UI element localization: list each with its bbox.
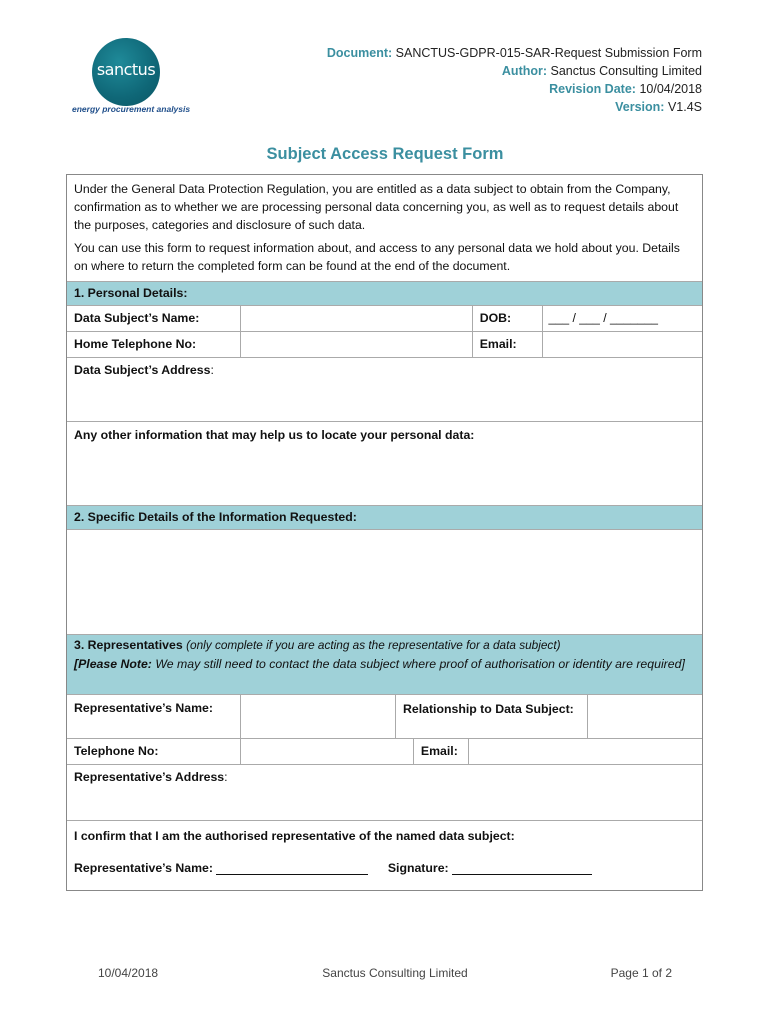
page-title: Subject Access Request Form xyxy=(266,145,504,163)
please-note-text: We may still need to contact the data subject where proof of authorisation or identity are required] xyxy=(155,657,685,671)
subject-address-label: Data Subject’s Address xyxy=(74,363,211,377)
meta-document xyxy=(327,44,702,62)
section3-heading: 3. Representatives xyxy=(74,638,183,652)
section1-heading: 1. Personal Details: xyxy=(74,286,188,300)
footer-page-number: Page 1 of 2 xyxy=(610,966,672,980)
confirm-fields xyxy=(74,860,695,875)
rep-address-label: Representative’s Address xyxy=(74,770,225,784)
section3-header xyxy=(67,634,702,694)
dob-label: DOB: xyxy=(472,306,542,331)
section1-header xyxy=(67,281,702,305)
signature-line[interactable] xyxy=(452,860,592,875)
confirm-text: I confirm that I am the authorised representative of the named data subject: xyxy=(74,829,515,843)
subject-address-colon: : xyxy=(210,363,214,377)
rep-name-row xyxy=(67,694,702,738)
meta-version-label: Version: xyxy=(615,100,665,114)
subject-address-field[interactable] xyxy=(67,358,702,421)
subject-name-input[interactable] xyxy=(240,306,471,331)
signature-label: Signature: xyxy=(387,861,449,875)
subject-address-row[interactable] xyxy=(67,357,702,421)
confirm-block xyxy=(67,821,702,890)
confirm-name-label: Representative’s Name: xyxy=(74,861,213,875)
meta-author-value: Sanctus Consulting Limited xyxy=(550,64,702,78)
rep-address-field[interactable] xyxy=(67,765,702,820)
logo-tagline: energy procurement analysis xyxy=(72,104,191,114)
subject-email-label: Email: xyxy=(472,332,542,357)
rep-email-input[interactable] xyxy=(468,739,702,764)
rep-address-row[interactable] xyxy=(67,764,702,820)
subject-email-input[interactable] xyxy=(542,332,703,357)
information-requested-input[interactable] xyxy=(67,529,702,634)
document-meta xyxy=(327,44,702,116)
intro-text xyxy=(67,175,702,281)
meta-revision-label: Revision Date: xyxy=(549,82,636,96)
meta-version-value: V1.4S xyxy=(667,100,702,114)
intro-paragraph-2: You can use this form to request information about, and access to any personal data we hold about you. Details on where to return the completed form can be found at the end of the document. xyxy=(74,241,680,273)
subject-name-row xyxy=(67,305,702,331)
confirm-row xyxy=(67,820,702,890)
sar-form xyxy=(66,174,703,891)
meta-author xyxy=(327,62,702,80)
intro-paragraph-1: Under the General Data Protection Regulation, you are entitled as a data subject to obtain from the Company, confirmation as to whether we are processing personal data concerning you, as well as to request details about the purposes, categories and disclosure of such data. xyxy=(74,182,679,232)
other-info-label[interactable]: Any other information that may help us to locate your personal data: xyxy=(74,428,475,442)
footer-company: Sanctus Consulting Limited xyxy=(322,966,468,980)
meta-revision xyxy=(327,80,702,98)
section2-header xyxy=(67,505,702,529)
dob-input[interactable]: ___ / ___ / _______ xyxy=(542,306,703,331)
rep-phone-label: Telephone No: xyxy=(74,744,159,758)
subject-phone-input[interactable] xyxy=(240,332,471,357)
section3-heading-block xyxy=(67,635,702,694)
section2-heading: 2. Specific Details of the Information Requested: xyxy=(74,510,357,524)
rep-email-label: Email: xyxy=(413,739,468,764)
please-note-label: [Please Note: xyxy=(74,657,152,671)
rep-phone-input[interactable] xyxy=(240,739,412,764)
subject-name-label: Data Subject’s Name: xyxy=(74,311,200,325)
section3-heading-note: (only complete if you are acting as the representative for a data subject) xyxy=(186,638,561,652)
logo-word: sanctus xyxy=(96,60,156,79)
meta-document-value: SANCTUS-GDPR-015-SAR-Request Submission Form xyxy=(395,46,702,60)
meta-author-label: Author: xyxy=(501,64,548,78)
confirm-name-line[interactable] xyxy=(216,860,368,875)
meta-document-label: Document: xyxy=(326,46,393,60)
relationship-label: Relationship to Data Subject: xyxy=(395,695,587,738)
footer-date: 10/04/2018 xyxy=(98,966,159,980)
meta-revision-value: 10/04/2018 xyxy=(639,82,702,96)
rep-name-input[interactable] xyxy=(240,695,395,738)
rep-address-colon: : xyxy=(224,770,228,784)
rep-name-label: Representative’s Name: xyxy=(74,701,213,715)
company-logo xyxy=(70,38,190,118)
meta-version xyxy=(327,98,702,116)
subject-phone-row xyxy=(67,331,702,357)
subject-phone-label: Home Telephone No: xyxy=(74,337,197,351)
rep-phone-row xyxy=(67,738,702,764)
other-info-row[interactable] xyxy=(67,421,702,505)
relationship-input[interactable] xyxy=(587,695,702,738)
